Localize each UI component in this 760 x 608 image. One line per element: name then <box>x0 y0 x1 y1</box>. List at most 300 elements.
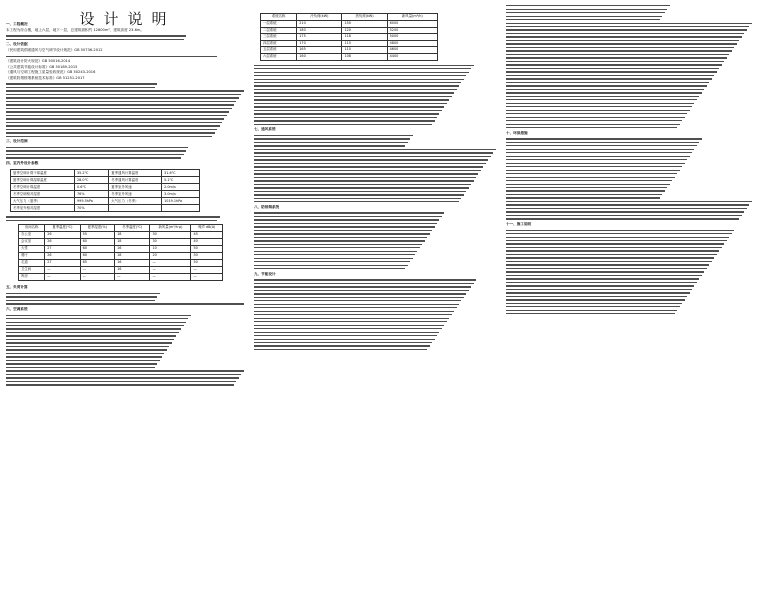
text-line-placeholder <box>6 322 186 323</box>
table-cell: 27 <box>45 246 80 253</box>
table-cell: — <box>80 267 115 274</box>
table-cell: 5.1℃ <box>162 177 200 184</box>
outdoor-params-table <box>10 169 200 212</box>
text-line-placeholder <box>254 85 459 86</box>
text-line-placeholder <box>506 19 660 20</box>
text-line-placeholder <box>6 360 160 361</box>
table-cell: 31.6℃ <box>162 170 200 177</box>
text-line-placeholder <box>6 157 181 158</box>
table-cell: 冬季空调计算温度 <box>11 184 75 191</box>
table-cell: 大气压力（夏季） <box>11 198 75 205</box>
text-line-placeholder <box>254 117 437 118</box>
table-cell: 28.0℃ <box>75 177 109 184</box>
text-line-placeholder <box>506 142 699 143</box>
text-line-placeholder <box>254 103 447 104</box>
text-line-placeholder <box>506 218 739 219</box>
text-line: 《建筑设计防火规范》GB 50016-2014 <box>6 59 71 64</box>
text-line-placeholder <box>506 64 722 65</box>
section-heading: 四、室内外设计参数 <box>6 160 39 165</box>
table-cell: 夏季空调计算干球温度 <box>11 170 75 177</box>
text-line-placeholder <box>6 83 157 84</box>
text-line-placeholder <box>6 90 244 91</box>
table-cell: 165 <box>297 47 342 54</box>
text-line-placeholder <box>6 318 188 319</box>
text-line-placeholder <box>6 346 169 347</box>
text-line-placeholder <box>6 118 224 119</box>
table-cell: 210 <box>297 21 342 28</box>
text-line-placeholder <box>6 381 236 382</box>
text-line-placeholder <box>254 219 439 220</box>
table-row <box>11 170 200 177</box>
text-line-placeholder <box>254 68 471 69</box>
table-cell: 30 <box>150 232 191 239</box>
table-cell: 118 <box>342 34 387 41</box>
table-cell: — <box>191 274 223 281</box>
text-line-placeholder <box>6 101 236 102</box>
text-line-placeholder <box>254 223 437 224</box>
text-line-placeholder <box>6 115 227 116</box>
text-line-placeholder <box>506 282 697 283</box>
text-line-placeholder <box>506 230 734 231</box>
table-cell: 冬季通风计算温度 <box>109 177 162 184</box>
text-line-placeholder <box>254 258 413 259</box>
table-cell: 50 <box>191 260 223 267</box>
text-line-placeholder <box>254 283 474 284</box>
text-line-placeholder <box>506 173 677 174</box>
table-cell <box>109 205 162 212</box>
table-cell: 150 <box>342 21 387 28</box>
table-cell: 10 <box>150 246 191 253</box>
text-line-placeholder <box>506 187 667 188</box>
text-line-placeholder <box>6 97 239 98</box>
table-header: 夏季温度(℃) <box>45 225 80 232</box>
text-line-placeholder <box>6 303 244 304</box>
table-cell: 35.2℃ <box>75 170 109 177</box>
table-row <box>11 205 200 212</box>
table-cell: 45 <box>191 232 223 239</box>
text-line-placeholder <box>506 247 722 248</box>
text-line-placeholder <box>254 191 466 192</box>
text-line-placeholder <box>506 292 690 293</box>
table-row <box>19 239 223 246</box>
text-line-placeholder <box>254 297 464 298</box>
text-line-placeholder <box>506 264 709 265</box>
column-3 <box>506 3 754 317</box>
text-line-placeholder <box>6 384 234 385</box>
text-line-placeholder <box>254 307 457 308</box>
table-cell: 5200 <box>387 27 437 34</box>
text-line-placeholder <box>506 215 742 216</box>
table-cell: 冬季空调相对湿度 <box>11 191 75 198</box>
text-line-placeholder <box>254 113 439 114</box>
text-line-placeholder <box>506 313 675 314</box>
table-cell: 夏季空调计算湿球温度 <box>11 177 75 184</box>
table-row <box>261 53 438 60</box>
section-heading: 十一、施工说明 <box>506 221 532 226</box>
text-line-placeholder <box>254 156 491 157</box>
column-1 <box>6 22 246 388</box>
text-line-placeholder <box>254 268 405 269</box>
text-line-placeholder <box>506 12 665 13</box>
table-cell: — <box>150 260 191 267</box>
text-line-placeholder <box>6 367 155 368</box>
text-line-placeholder <box>506 166 682 167</box>
text-line-placeholder <box>506 156 690 157</box>
text-line-placeholder <box>254 321 447 322</box>
table-row <box>19 253 223 260</box>
table-cell: 160 <box>297 53 342 60</box>
table-header: 房间名称 <box>19 225 45 232</box>
text-line-placeholder <box>506 243 724 244</box>
table-cell <box>162 205 200 212</box>
text-line-placeholder <box>506 99 697 100</box>
text-line-placeholder <box>254 170 481 171</box>
text-line-placeholder <box>254 240 425 241</box>
text-line-placeholder <box>254 251 417 252</box>
table-header: 冷负荷(kW) <box>297 14 342 21</box>
text-line-placeholder <box>254 187 469 188</box>
text-line-placeholder <box>506 33 744 34</box>
load-table <box>260 13 438 61</box>
text-line-placeholder <box>506 289 692 290</box>
text-line-placeholder <box>506 254 717 255</box>
text-line-placeholder <box>506 310 677 311</box>
text-line-placeholder <box>254 311 454 312</box>
table-header: 夏季湿度(%) <box>80 225 115 232</box>
table-row <box>19 246 223 253</box>
table-cell: 会议室 <box>19 239 45 246</box>
table-cell: 1019.1hPa <box>162 198 200 205</box>
text-line-placeholder <box>506 240 727 241</box>
text-line-placeholder <box>254 166 483 167</box>
table-cell: — <box>45 267 80 274</box>
table-row <box>261 47 438 54</box>
text-line-placeholder <box>506 57 727 58</box>
table-cell: 60 <box>80 239 115 246</box>
table-cell: 175 <box>297 34 342 41</box>
table-cell: 50 <box>191 253 223 260</box>
text-line-placeholder <box>6 377 239 378</box>
text-line-placeholder <box>6 125 220 126</box>
indoor-params-table <box>18 224 223 281</box>
text-line-placeholder <box>506 177 675 178</box>
text-line-placeholder <box>6 300 155 301</box>
text-line-placeholder <box>6 296 157 297</box>
table-row <box>261 27 438 34</box>
text-line-placeholder <box>6 374 241 375</box>
text-line-placeholder <box>254 180 474 181</box>
column-2 <box>254 3 498 352</box>
table-row <box>19 260 223 267</box>
text-line-placeholder <box>254 120 435 121</box>
table-cell: — <box>150 274 191 281</box>
table-cell: 16 <box>115 260 150 267</box>
text-line-placeholder <box>254 96 452 97</box>
text-line-placeholder <box>506 303 682 304</box>
table-cell: 走道 <box>19 260 45 267</box>
text-line-placeholder <box>506 103 694 104</box>
text-line-placeholder <box>254 233 430 234</box>
table-cell: 120 <box>342 27 387 34</box>
text-line-placeholder <box>506 190 665 191</box>
text-line: 《通风与空调工程施工质量验收规范》GB 50243-2016 <box>6 70 96 75</box>
text-line-placeholder <box>6 147 188 148</box>
table-cell: 60 <box>80 253 115 260</box>
text-line-placeholder <box>6 150 186 151</box>
text-line-placeholder <box>6 136 212 137</box>
table-cell: 3.0m/s <box>162 191 200 198</box>
text-line-placeholder <box>506 113 687 114</box>
text-line-placeholder <box>254 342 432 343</box>
text-line-placeholder <box>6 332 179 333</box>
text-line-placeholder <box>506 152 692 153</box>
table-cell: 4600 <box>387 47 437 54</box>
table-cell: 夏季室外风速 <box>109 184 162 191</box>
text-line-placeholder <box>506 201 752 202</box>
table-cell: 115 <box>342 40 387 47</box>
table-row <box>11 177 200 184</box>
text-line-placeholder <box>506 138 702 139</box>
text-line-placeholder <box>506 106 692 107</box>
text-line-placeholder <box>506 96 699 97</box>
text-line-placeholder <box>506 197 660 198</box>
text-line-placeholder <box>6 349 167 350</box>
text-line-placeholder <box>506 110 690 111</box>
text-line-placeholder <box>506 23 752 24</box>
table-cell: 55 <box>80 232 115 239</box>
table-cell: 180 <box>297 27 342 34</box>
text-line-placeholder <box>506 211 744 212</box>
section-heading: 二、设计依据 <box>6 42 28 47</box>
section-heading: 五、负荷计算 <box>6 285 28 290</box>
table-cell: 170 <box>297 40 342 47</box>
text-line: 《公共建筑节能设计标准》GB 50189-2015 <box>6 64 78 69</box>
text-line-placeholder <box>254 237 427 238</box>
text-line-placeholder <box>506 5 670 6</box>
table-cell: 4400 <box>387 53 437 60</box>
text-line-placeholder <box>506 82 709 83</box>
text-line-placeholder <box>254 332 439 333</box>
table-cell: 18 <box>115 239 150 246</box>
table-cell: 27 <box>45 260 80 267</box>
table-row <box>11 198 200 205</box>
text-line-placeholder <box>254 325 444 326</box>
text-line-placeholder <box>254 124 432 125</box>
table-cell: 70% <box>75 205 109 212</box>
table-cell: 30 <box>150 239 191 246</box>
text-line-placeholder <box>6 356 162 357</box>
text-line-placeholder <box>506 47 734 48</box>
text-line-placeholder <box>6 216 220 217</box>
text-line-placeholder <box>6 220 217 221</box>
table-cell: 110 <box>342 47 387 54</box>
text-line-placeholder <box>506 170 680 171</box>
text-line-placeholder <box>506 43 737 44</box>
table-cell: 50 <box>191 246 223 253</box>
text-line-placeholder <box>506 120 682 121</box>
table-row <box>19 232 223 239</box>
text-line-placeholder <box>506 204 749 205</box>
text-line-placeholder <box>506 208 747 209</box>
text-line-placeholder <box>506 237 729 238</box>
table-cell: — <box>115 274 150 281</box>
text-line-placeholder <box>254 345 430 346</box>
text-line-placeholder <box>506 268 707 269</box>
text-line-placeholder <box>254 72 469 73</box>
text-line-placeholder <box>254 349 427 350</box>
text-line-placeholder <box>254 314 452 315</box>
table-header: 系统名称 <box>261 14 297 21</box>
text-line-placeholder <box>506 271 704 272</box>
text-line-placeholder <box>254 163 486 164</box>
text-line-placeholder <box>254 339 435 340</box>
text-line-placeholder <box>6 87 155 88</box>
table-row <box>261 34 438 41</box>
document-title: 设计说明 <box>79 10 176 28</box>
text-line-placeholder <box>6 370 244 371</box>
text-line-placeholder <box>254 110 442 111</box>
text-line-placeholder <box>506 9 667 10</box>
text-line-placeholder <box>506 275 702 276</box>
text-line-placeholder <box>506 145 697 146</box>
text-line-placeholder <box>254 304 459 305</box>
text-line-placeholder <box>6 293 160 294</box>
table-cell: 冬季室外相对湿度 <box>11 205 75 212</box>
text-line-placeholder <box>254 142 408 143</box>
text-line-placeholder <box>254 254 415 255</box>
text-line: 本工程为综合楼，地上六层，地下一层，总建筑面积约 12800m²，建筑高度 23.6m。 <box>6 27 144 32</box>
text-line-placeholder <box>506 299 685 300</box>
text-line-placeholder <box>254 265 408 266</box>
text-line-placeholder <box>506 89 704 90</box>
table-cell: 二层系统 <box>261 27 297 34</box>
text-line-placeholder <box>254 159 488 160</box>
table-cell: 办公室 <box>19 232 45 239</box>
text-line-placeholder <box>6 129 217 130</box>
text-line-placeholder <box>254 173 478 174</box>
table-row <box>261 40 438 47</box>
table-cell: 18 <box>115 253 150 260</box>
text-line-placeholder <box>254 261 410 262</box>
table-cell: 108 <box>342 53 387 60</box>
text-line-placeholder <box>254 318 449 319</box>
text-line-placeholder <box>254 286 471 287</box>
table-cell: 卫生间 <box>19 267 45 274</box>
text-line-placeholder <box>254 335 437 336</box>
table-header: 噪声 dB(A) <box>191 225 223 232</box>
table-cell: 大气压力（冬季） <box>109 198 162 205</box>
text-line-placeholder <box>506 127 677 128</box>
text-line-placeholder <box>6 39 184 40</box>
table-cell: 26 <box>45 232 80 239</box>
table-cell: 六层系统 <box>261 53 297 60</box>
table-row <box>19 267 223 274</box>
text-line: 《民用建筑供暖通风与空气调节设计规范》GB 50736-2012 <box>6 47 103 52</box>
table-cell: 三层系统 <box>261 34 297 41</box>
text-line-placeholder <box>506 180 672 181</box>
text-line-placeholder <box>6 111 229 112</box>
text-line-placeholder <box>254 177 476 178</box>
text-line-placeholder <box>254 201 459 202</box>
table-cell: 大堂 <box>19 246 45 253</box>
text-line-placeholder <box>254 212 444 213</box>
text-line-placeholder <box>506 257 714 258</box>
text-line-placeholder <box>506 233 732 234</box>
text-line-placeholder <box>506 149 694 150</box>
text-line-placeholder <box>6 325 184 326</box>
table-cell: 2.0m/s <box>162 184 200 191</box>
text-line-placeholder <box>506 16 662 17</box>
text-line-placeholder <box>506 124 680 125</box>
table-header: 新风量(m³/h) <box>387 14 437 21</box>
text-line-placeholder <box>254 135 413 136</box>
text-line-placeholder <box>6 328 181 329</box>
text-line-placeholder <box>506 50 732 51</box>
table-cell: 60 <box>80 246 115 253</box>
text-line-placeholder <box>254 145 405 146</box>
text-line-placeholder <box>6 353 164 354</box>
text-line-placeholder <box>6 104 234 105</box>
table-cell: 4800 <box>387 40 437 47</box>
table-row <box>11 191 200 198</box>
text-line-placeholder <box>506 285 694 286</box>
table-cell: 999.5hPa <box>75 198 109 205</box>
text-line-placeholder <box>254 300 461 301</box>
table-row <box>19 274 223 281</box>
table-cell: 20 <box>150 253 191 260</box>
table-cell: 5000 <box>387 34 437 41</box>
table-cell: — <box>150 267 191 274</box>
text-line-placeholder <box>6 363 157 364</box>
table-cell: 40 <box>191 239 223 246</box>
text-line-placeholder <box>254 106 444 107</box>
text-line-placeholder <box>506 29 747 30</box>
text-line-placeholder <box>506 36 742 37</box>
text-line-placeholder <box>506 54 729 55</box>
text-line-placeholder <box>506 75 714 76</box>
text-line: 《建筑防烟排烟系统技术标准》GB 51251-2017 <box>6 75 85 80</box>
text-line-placeholder <box>254 184 471 185</box>
section-heading: 七、通风系统 <box>254 127 276 132</box>
table-cell: 库房 <box>19 274 45 281</box>
text-line-placeholder <box>6 35 186 36</box>
text-line-placeholder <box>254 79 464 80</box>
table-header: 新风量(m³/h·p) <box>150 225 191 232</box>
table-cell: 18 <box>115 232 150 239</box>
table-row <box>11 184 200 191</box>
text-line-placeholder <box>506 194 662 195</box>
text-line-placeholder <box>254 75 466 76</box>
text-line-placeholder <box>254 328 442 329</box>
text-line-placeholder <box>506 159 687 160</box>
table-header: 冬季温度(℃) <box>115 225 150 232</box>
text-line-placeholder <box>254 230 432 231</box>
section-heading: 六、空调系统 <box>6 306 28 311</box>
section-heading: 十、环保措施 <box>506 130 528 135</box>
table-header: 热负荷(kW) <box>342 14 387 21</box>
text-line-placeholder <box>254 194 464 195</box>
text-line-placeholder <box>6 342 172 343</box>
table-cell: 餐厅 <box>19 253 45 260</box>
text-line-placeholder <box>6 108 232 109</box>
text-line-placeholder <box>506 61 724 62</box>
text-line-placeholder <box>6 315 191 316</box>
text-line-placeholder <box>506 306 680 307</box>
text-line-placeholder <box>254 89 457 90</box>
table-cell: 0.6℃ <box>75 184 109 191</box>
table-cell: 65 <box>80 260 115 267</box>
text-line-placeholder <box>506 40 739 41</box>
